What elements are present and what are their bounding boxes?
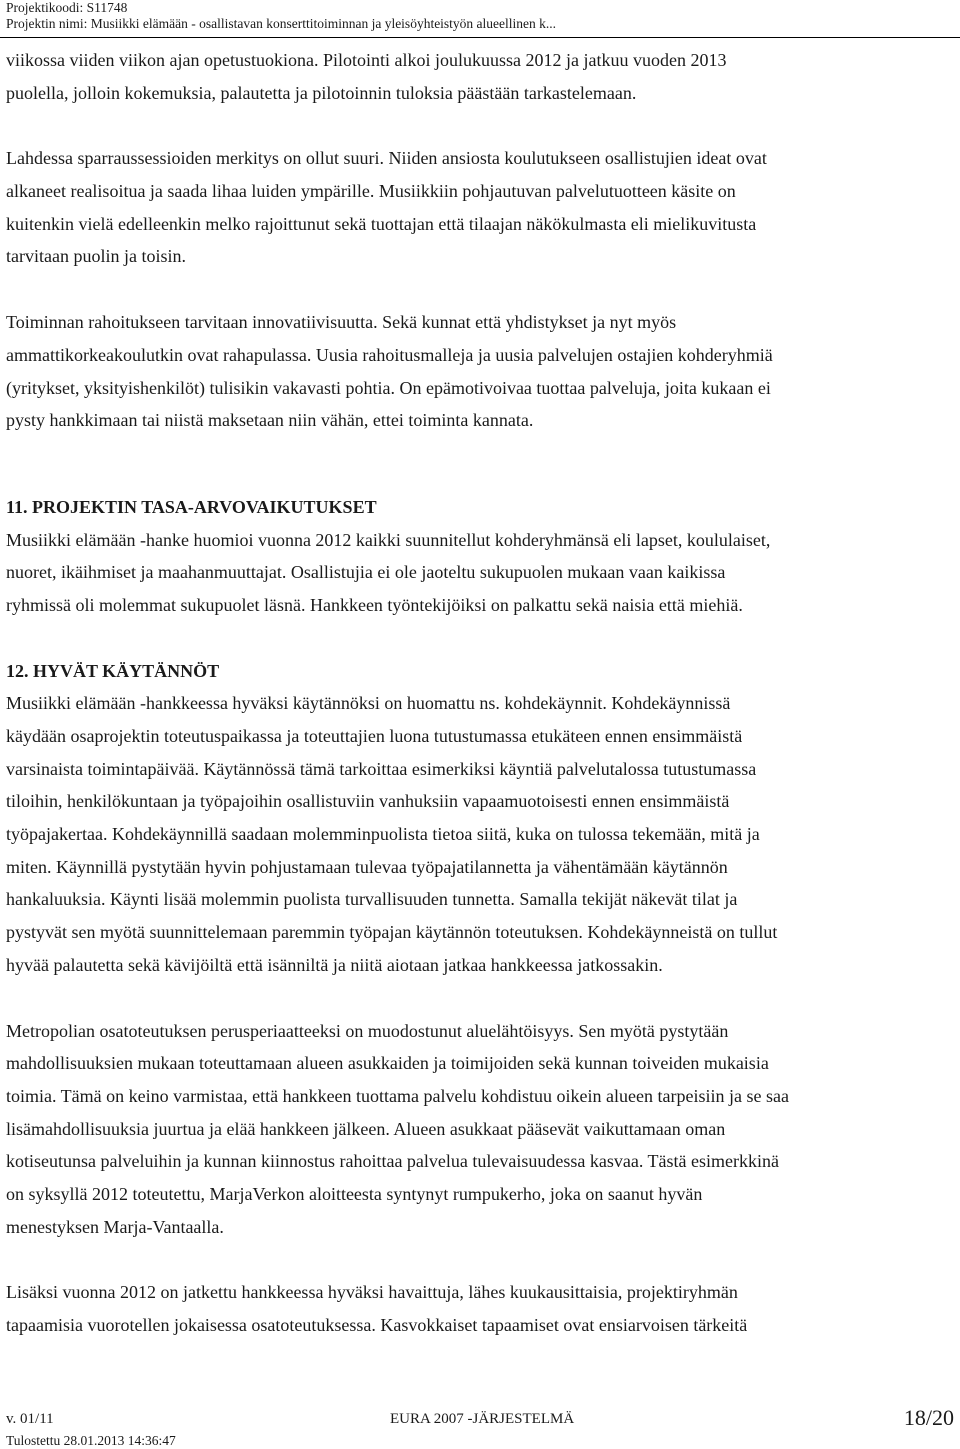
text-line: hankaluuksia. Käynti lisää molemmin puolista turvallisuuden tunnetta. Samalla tekijät näkevät tilat ja xyxy=(6,889,738,910)
text-line: toimia. Tämä on keino varmistaa, että hankkeen tuottama palvelu kohdistuu oikein alueen tarpeisiin ja se saa xyxy=(6,1085,789,1106)
text-line: tarvitaan puolin ja toisin. xyxy=(6,246,186,267)
text-line: pystyvät sen myötä suunnittelemaan paremmin työpajan käytännön toteutuksen. Kohdekäynneistä on tullut xyxy=(6,922,778,943)
text-line: työpajakertaa. Kohdekäynnillä saadaan molemminpuolista tietoa siitä, kuka on tulossa tekemään, mitä ja xyxy=(6,824,760,845)
paragraph xyxy=(6,142,954,273)
footer-version: v. 01/11 xyxy=(6,1411,54,1427)
text-line: miten. Käynnillä pystytään hyvin pohjustamaan tulevaa työpajatilannetta ja vähentämään käytännön xyxy=(6,856,728,877)
text-line: kotiseutunsa palveluihin ja kunnan kiinnostus rahoittaa palvelua tulevaisuudessa kasvaa. Tästä esimerkkinä xyxy=(6,1151,779,1172)
section-heading-12: 12. HYVÄT KÄYTÄNNÖT xyxy=(6,660,220,681)
text-line: käydään osaprojektin toteutuspaikassa ja toteuttajien luona tutustumassa etukäteen ennen ensimmäistä xyxy=(6,726,743,746)
text-line: (yritykset, yksityishenkilöt) tulisikin vakavasti pohtia. On epämotivoivaa tuottaa palveluja, joita kukaan ei xyxy=(6,377,771,398)
paragraph xyxy=(6,1015,954,1244)
text-line: mahdollisuuksien mukaan toteuttamaan alueen asukkaiden ja toimijoiden sekä kunnan toiveiden mukaisia xyxy=(6,1053,769,1074)
project-name: Projektin nimi: Musiikki elämään - osallistavan konserttitoiminnan ja yleisöyhteistyön alueellinen k... xyxy=(6,16,557,31)
paragraph xyxy=(6,524,954,622)
paragraph xyxy=(6,1276,954,1341)
text-line: kuitenkin vielä edelleenkin melko rajoittunut sekä tuottajan että tilaajan näkökulmasta eli mielikuvitusta xyxy=(6,213,757,234)
text-line: Musiikki elämään -hanke huomioi vuonna 2012 kaikki suunnitellut kohderyhmänsä eli lapset, koululaiset, xyxy=(6,529,771,550)
header-divider xyxy=(0,37,960,38)
text-line: tiloihin, henkilökuntaan ja työpajoihin osallistuviin vanhuksiin vapaamuotoisesti ennen ensimmäistä xyxy=(6,791,730,812)
page-number: 18/20 xyxy=(903,1405,954,1430)
text-line: Lahdessa sparraussessioiden merkitys on ollut suuri. Niiden ansiosta koulutukseen osallistujien ideat ovat xyxy=(6,148,767,169)
project-code: Projektikoodi: S11748 xyxy=(6,0,128,15)
text-line: hyvää palautetta sekä kävijöiltä että isänniltä ja niitä aiotaan jatkaa hankkeessa jatkossakin. xyxy=(6,954,663,975)
text-line: Musiikki elämään -hankkeessa hyväksi käytännöksi on huomattu ns. kohdekäynnit. Kohdekäynnissä xyxy=(6,693,731,714)
text-line: ammattikorkeakoulutkin ovat rahapulassa. Uusia rahoitusmalleja ja uusia palvelujen ostajien kohderyhmiä xyxy=(6,344,773,365)
text-line: ryhmissä oli molemmat sukupuolet läsnä. Hankkeen työntekijöiksi on palkattu sekä naisia että miehiä. xyxy=(6,594,743,615)
paragraph xyxy=(6,306,954,437)
text-line: menestyksen Marja-Vantaalla. xyxy=(6,1216,224,1237)
paragraph xyxy=(6,687,954,981)
text-line: pysty hankkimaan tai niistä maksetaan niin vähän, ettei toiminta kannata. xyxy=(6,410,534,431)
text-line: Metropolian osatoteutuksen perusperiaatteeksi on muodostunut aluelähtöisyys. Sen myötä pystytään xyxy=(6,1020,729,1041)
text-line: varsinaista toimintapäivää. Käytännössä tämä tarkoittaa esimerkiksi käyntiä palvelutalossa tutustumassa xyxy=(6,758,757,779)
paragraph xyxy=(6,44,954,109)
print-timestamp: Tulostettu 28.01.2013 14:36:47 xyxy=(6,1433,176,1448)
text-line: puolella, jolloin kokemuksia, palautetta ja pilotoinnin tuloksia päästään tarkastelemaan. xyxy=(6,82,637,103)
text-line: alkaneet realisoitua ja saada lihaa luiden ympärille. Musiikkiin pohjautuvan palvelutuotteen käsite on xyxy=(6,181,736,202)
text-line: viikossa viiden viikon ajan opetustuokiona. Pilotointi alkoi joulukuussa 2012 ja jatkuu vuoden 2013 xyxy=(6,50,727,70)
text-line: Toiminnan rahoitukseen tarvitaan innovatiivisuutta. Sekä kunnat että yhdistykset ja nyt myös xyxy=(6,312,677,333)
text-line: Lisäksi vuonna 2012 on jatkettu hankkeessa hyväksi havaittuja, lähes kuukausittaisia, projektiryhmän xyxy=(6,1282,738,1303)
text-line: on syksyllä 2012 toteutettu, MarjaVerkon aloitteesta syntynyt rumpukerho, joka on saanut hyvän xyxy=(6,1183,703,1204)
text-line: tapaamisia vuorotellen jokaisessa osatoteutuksessa. Kasvokkaiset tapaamiset ovat ensiarvoisen tärkeitä xyxy=(6,1315,748,1335)
section-heading-11: 11. PROJEKTIN TASA-ARVOVAIKUTUKSET xyxy=(6,496,377,517)
text-line: lisämahdollisuuksia juurtua ja elää hankkeen jälkeen. Alueen asukkaat pääsevät vaikuttamaan oman xyxy=(6,1118,726,1139)
page-header xyxy=(6,0,954,32)
document-body xyxy=(6,44,954,1342)
text-line: nuoret, ikäihmiset ja maahanmuuttajat. Osallistujia ei ole jaoteltu sukupuolen mukaan vaan kaikissa xyxy=(6,562,726,583)
footer-system: EURA 2007 -JÄRJESTELMÄ xyxy=(390,1411,575,1427)
page-footer xyxy=(6,1403,954,1449)
